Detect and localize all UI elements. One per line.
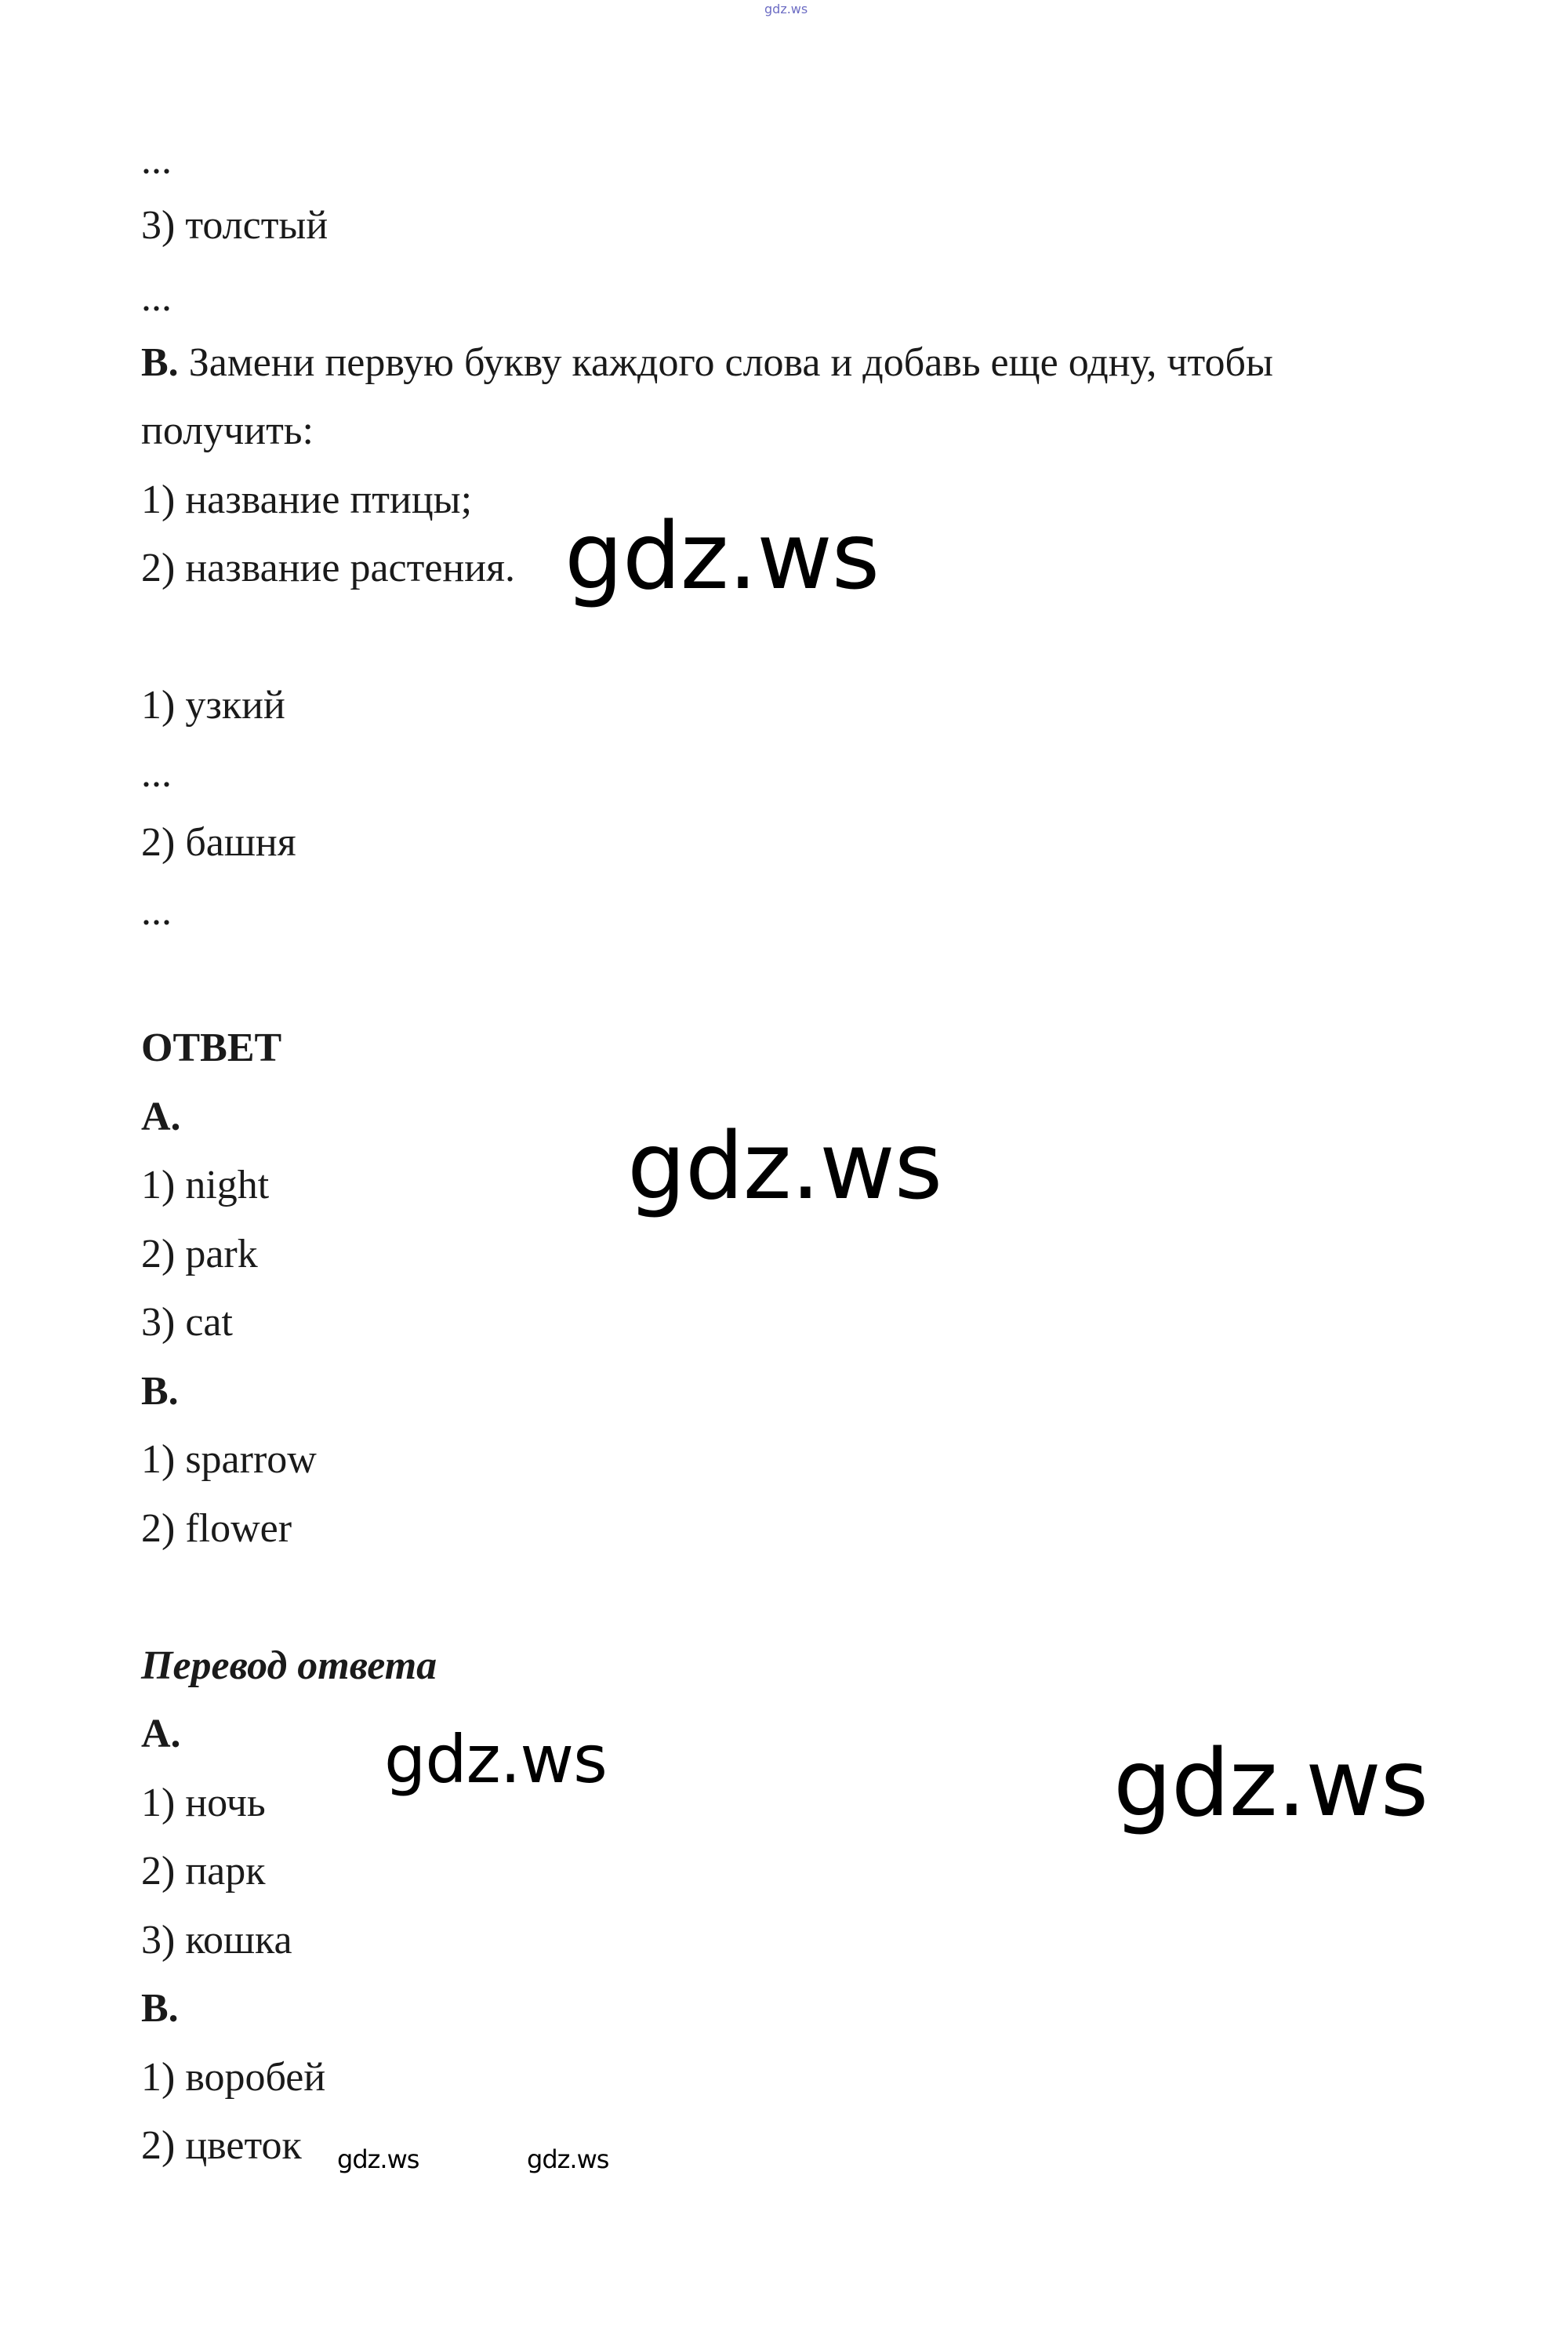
ellipsis-line: ...: [141, 138, 172, 183]
task-word-1: 1) узкий: [141, 683, 285, 728]
watermark: gdz.ws: [384, 1721, 607, 1798]
answer-a-label: А.: [141, 1095, 181, 1139]
task-b-item-2: 2) название растения.: [141, 546, 515, 590]
watermark: gdz.ws: [1113, 1729, 1428, 1837]
translation-b-item: 1) воробей: [141, 2055, 326, 2100]
translation-b-item: 2) цветок: [141, 2123, 302, 2168]
answer-b-item: 1) sparrow: [141, 1437, 317, 1482]
ellipsis-line: ...: [141, 889, 172, 934]
watermark: gdz.ws: [627, 1112, 942, 1220]
task-item-3: 3) толстый: [141, 203, 328, 248]
translation-a-label: А.: [141, 1712, 181, 1756]
task-b-text: Замени первую букву каждого слова и добавь еще одну, чтобы: [178, 340, 1273, 385]
watermark: gdz.ws: [337, 2144, 419, 2174]
ellipsis-line: ...: [141, 275, 172, 320]
ellipsis-line: ...: [141, 751, 172, 796]
translation-a-item: 2) парк: [141, 1849, 266, 1893]
translation-heading: Перевод ответа: [141, 1643, 437, 1688]
translation-a-item: 1) ночь: [141, 1781, 266, 1825]
task-b-item-1: 1) название птицы;: [141, 477, 473, 522]
answer-b-item: 2) flower: [141, 1506, 292, 1551]
answer-heading: ОТВЕТ: [141, 1026, 282, 1070]
answer-a-item: 3) cat: [141, 1300, 233, 1345]
watermark: gdz.ws: [564, 502, 880, 610]
answer-a-item: 2) park: [141, 1232, 258, 1276]
task-b-instruction: [141, 339, 1273, 387]
answer-a-item: 1) night: [141, 1163, 270, 1207]
answer-b-label: В.: [141, 1369, 179, 1414]
task-b-instruction-cont: получить:: [141, 408, 314, 453]
watermark: gdz.ws: [527, 2144, 609, 2174]
translation-a-item: 3) кошка: [141, 1918, 292, 1962]
task-b-label: В.: [141, 340, 179, 385]
translation-b-label: В.: [141, 1986, 179, 2031]
top-watermark: gdz.ws: [764, 2, 808, 16]
task-word-2: 2) башня: [141, 820, 296, 865]
